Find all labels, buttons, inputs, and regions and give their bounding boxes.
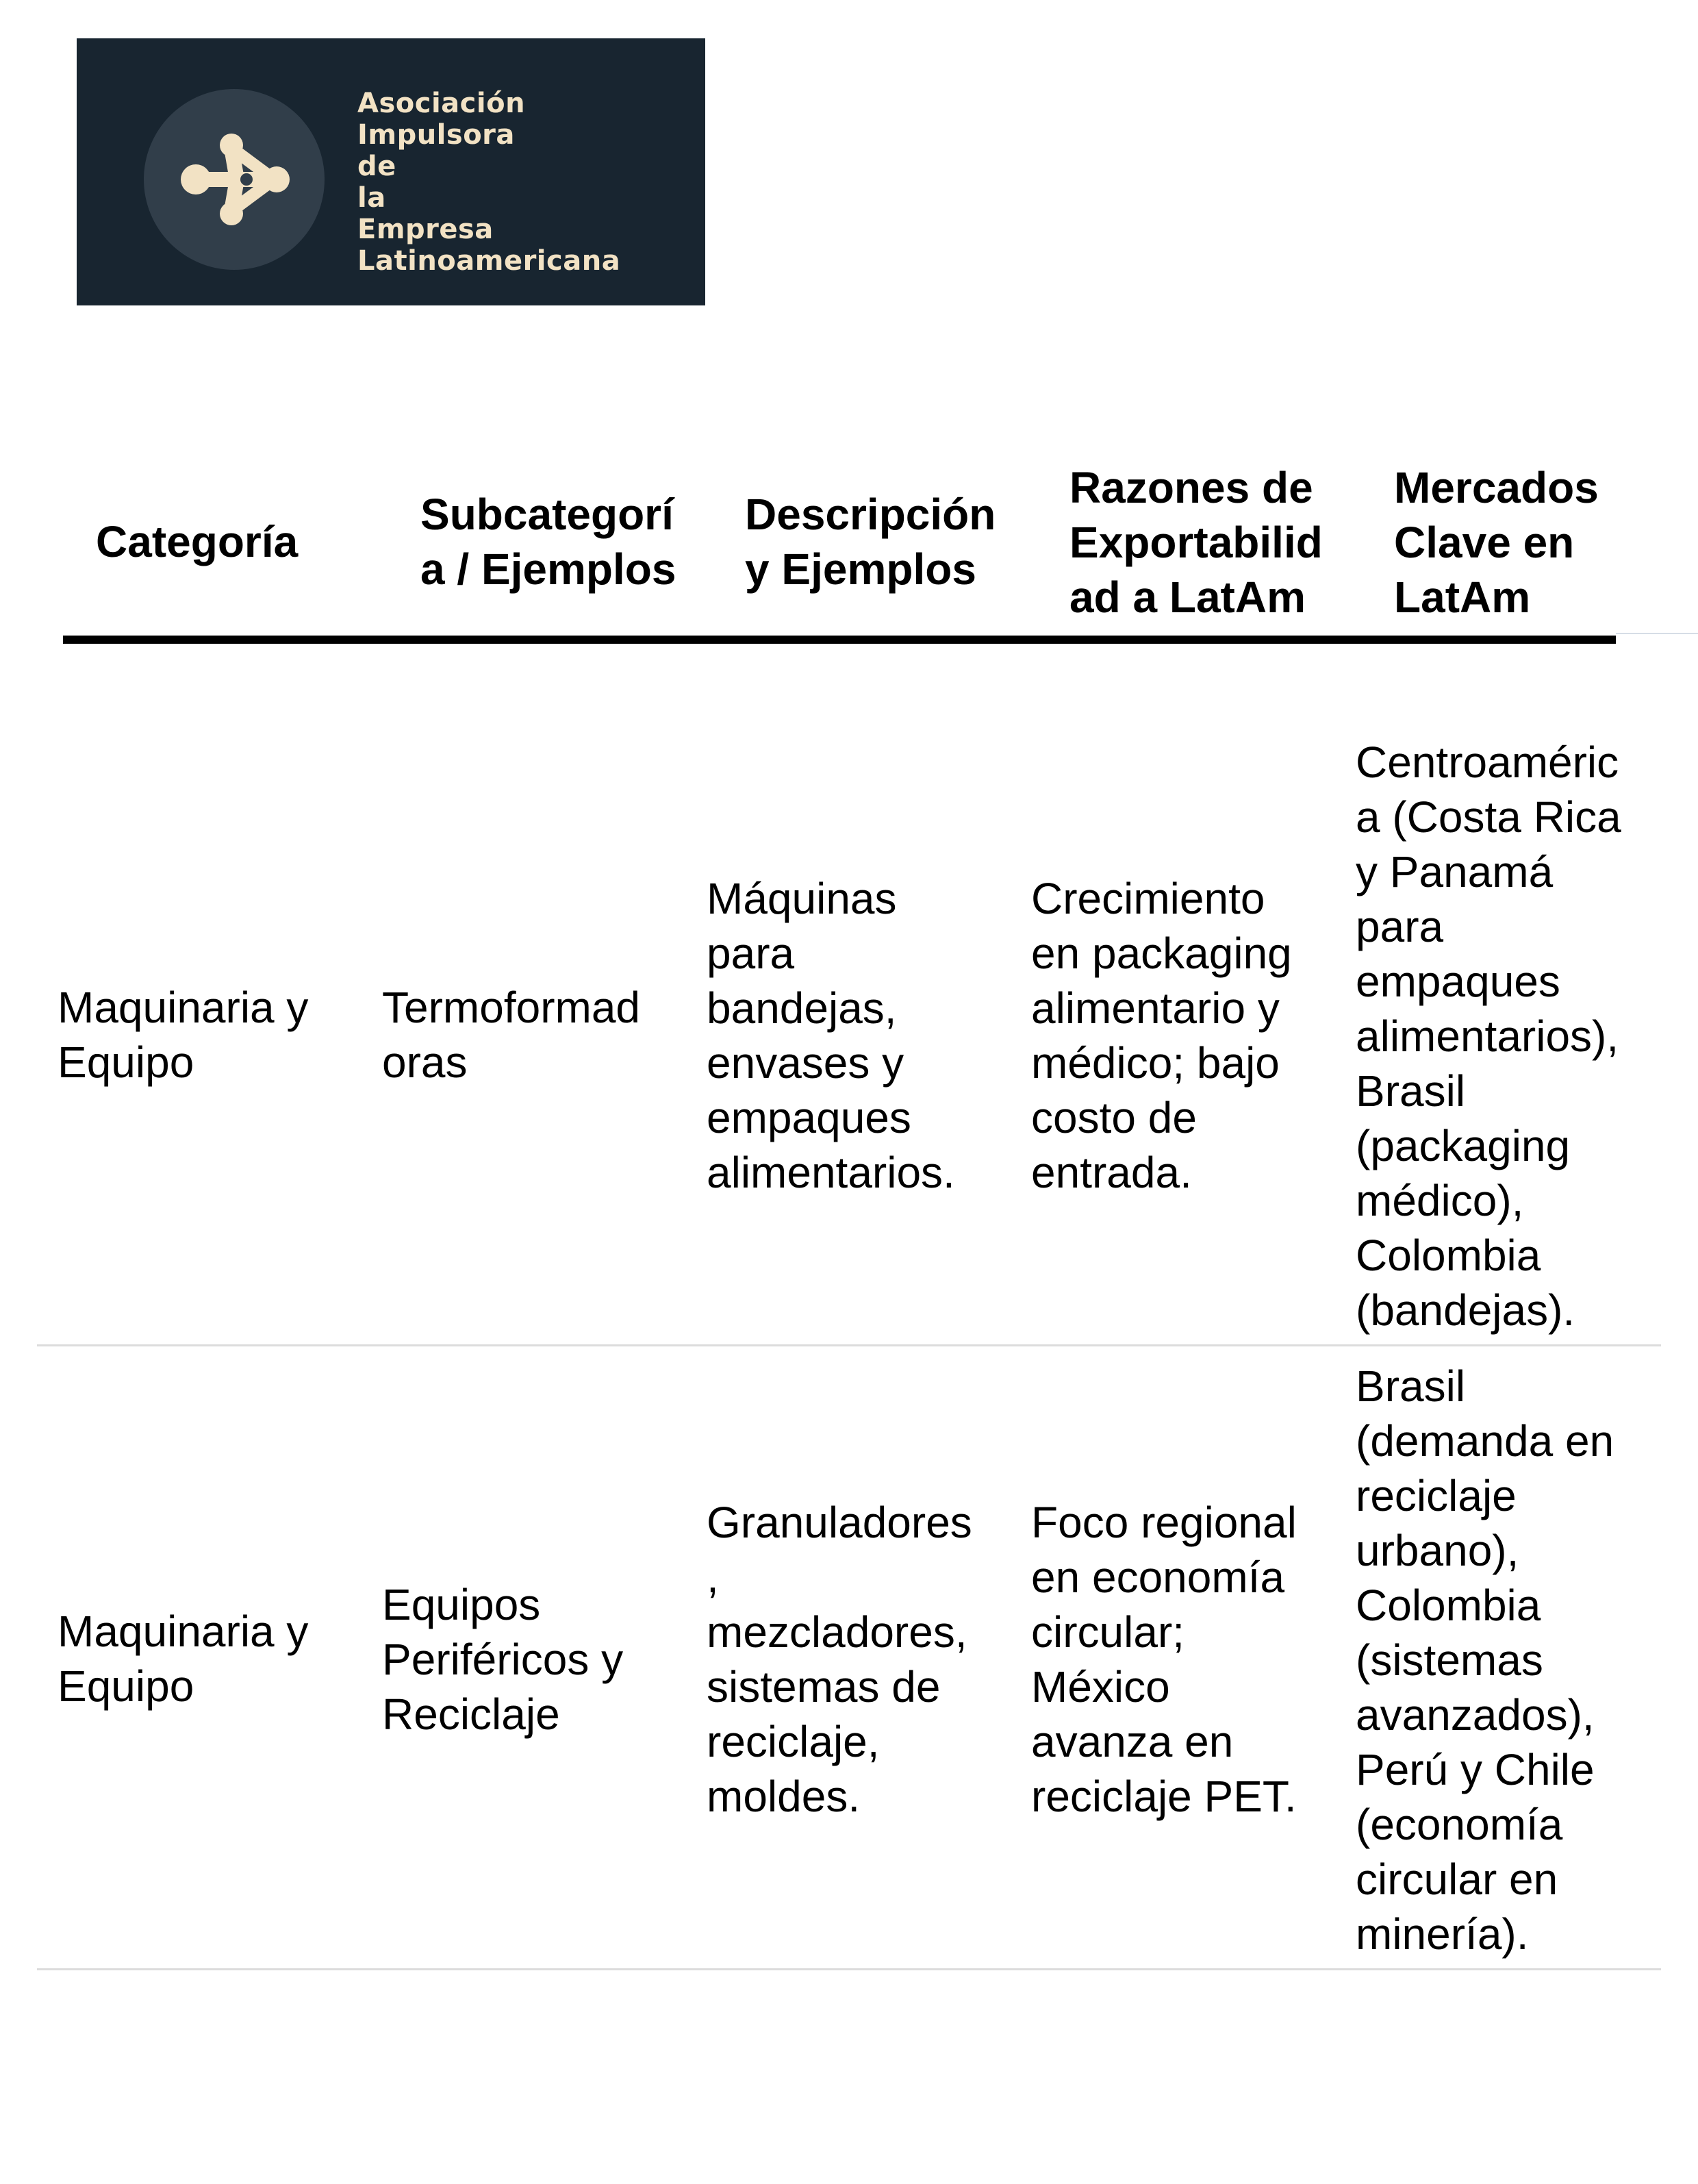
header-descripcion: Descripción y Ejemplos [745,490,996,594]
row-2-mercados: Brasil (demanda en reciclaje urbano), Colombia (sistemas avanzados), Perú y Chile (economía circular en minería). [1356,1361,1614,1959]
logo-line: Impulsora [357,119,515,151]
header-divider-tail [1616,633,1698,634]
header-categoria: Categoría [96,517,299,566]
row-1-descripcion: Máquinas para bandejas, envases y empaques alimentarios. [707,874,955,1197]
row-1-subcategoria: Termoformad oras [382,983,640,1087]
row-divider [37,1968,1661,1970]
row-2-subcategoria: Equipos Periféricos y Reciclaje [382,1580,624,1739]
logo-line: Empresa [357,214,494,245]
header-divider [63,636,1616,644]
row-1-razones: Crecimiento en packaging alimentario y médico; bajo costo de entrada. [1031,874,1292,1197]
row-1-mercados: Centroaméric a (Costa Rica y Panamá para empaques alimentarios), Brasil (packaging médico), Colombia (bandejas). [1356,738,1621,1335]
row-2-razones: Foco regional en economía circular; México avanza en reciclaje PET. [1031,1498,1297,1821]
logo-line: de [357,151,396,182]
logo-line: la [357,182,386,214]
logo-line: Latinoamericana [357,245,621,277]
header-razones: Razones de Exportabilid ad a LatAm [1069,463,1323,622]
row-2-categoria: Maquinaria y Equipo [58,1607,309,1711]
row-2-descripcion: Granuladores , mezcladores, sistemas de reciclaje, moldes. [707,1498,972,1821]
row-divider [37,1344,1661,1346]
row-1-categoria: Maquinaria y Equipo [58,983,309,1087]
header-mercados: Mercados Clave en LatAm [1394,463,1599,622]
logo-line: Asociación [357,88,526,119]
header-subcategoria: Subcategorí a / Ejemplos [420,490,676,594]
